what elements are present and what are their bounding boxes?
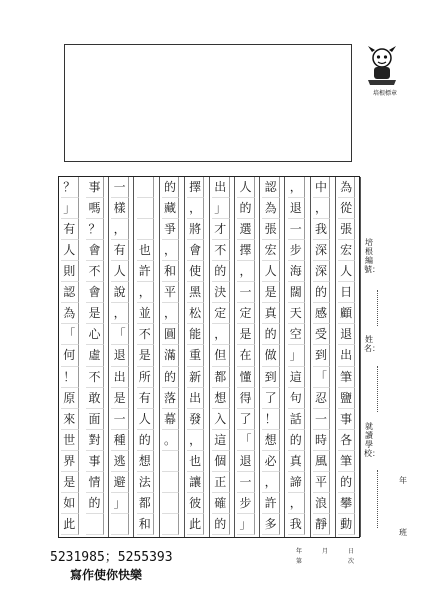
- grid-cell: 虛: [86, 345, 104, 366]
- grid-cell: [162, 472, 180, 493]
- grid-cell: 嗎: [86, 198, 104, 219]
- grid-cell: 我: [313, 219, 331, 240]
- grid-cell: 退: [338, 324, 356, 345]
- grid-cell: [111, 514, 129, 535]
- grid-cell: 此: [61, 514, 79, 535]
- grid-cell: 的: [237, 198, 255, 219]
- grid-cell: 發: [187, 409, 205, 430]
- grid-cell: 認: [61, 282, 79, 303]
- grid-cell: 的: [137, 430, 155, 451]
- grid-cell: 退: [288, 198, 306, 219]
- grid-cell: 一: [288, 219, 306, 240]
- grid-cell: 人: [111, 261, 129, 282]
- grid-cell: 攀: [338, 493, 356, 514]
- label-number: 培根編號：: [364, 238, 380, 274]
- grid-cell: 認: [262, 177, 280, 198]
- grid-cell: 新: [187, 367, 205, 388]
- grid-cell: 但: [212, 345, 230, 366]
- grid-cell: 張: [262, 219, 280, 240]
- grid-cell: 懂: [237, 367, 255, 388]
- grid-cell: 」: [111, 493, 129, 514]
- grid-cell: 真: [262, 303, 280, 324]
- grid-cell: 的: [86, 493, 104, 514]
- grid-cell: 筆: [338, 367, 356, 388]
- grid-cell: 逃: [111, 451, 129, 472]
- grid-cell: 是: [262, 282, 280, 303]
- grid-cell: 各: [338, 430, 356, 451]
- grid-cell: 不: [86, 261, 104, 282]
- grid-cell: ，: [162, 303, 180, 324]
- grid-cell: 人: [262, 261, 280, 282]
- grid-cell: 許: [137, 261, 155, 282]
- grid-cell: 人: [137, 409, 155, 430]
- grid-cell: 敢: [86, 388, 104, 409]
- grid-cell: 使: [187, 261, 205, 282]
- grid-cell: 了: [262, 388, 280, 409]
- grid-cell: 是: [237, 324, 255, 345]
- grid-cell: 一: [111, 177, 129, 198]
- grid-cell: 的: [288, 430, 306, 451]
- grid-cell: 退: [111, 345, 129, 366]
- grid-cell: ，: [111, 303, 129, 324]
- grid-cell: 才: [212, 219, 230, 240]
- grid-cell: 會: [86, 240, 104, 261]
- label-grade: 年: [399, 476, 407, 485]
- grid-cell: 中: [313, 177, 331, 198]
- grid-column: [311, 177, 336, 537]
- grid-cell: 事: [338, 409, 356, 430]
- grid-cell: ！: [61, 367, 79, 388]
- grid-cell: [137, 198, 155, 219]
- grid-cell: 的: [212, 514, 230, 535]
- grid-cell: 是: [137, 345, 155, 366]
- grid-cell: 闊: [288, 282, 306, 303]
- grid-cell: 落: [162, 388, 180, 409]
- grid-column: [59, 177, 84, 537]
- grid-cell: 宏: [338, 240, 356, 261]
- grid-column: [160, 177, 185, 537]
- grid-cell: 也: [137, 240, 155, 261]
- grid-cell: 想: [212, 388, 230, 409]
- grid-cell: ，: [137, 282, 155, 303]
- grid-cell: 是: [61, 472, 79, 493]
- grid-cell: 樣: [111, 198, 129, 219]
- grid-cell: 的: [338, 472, 356, 493]
- grid-cell: 能: [187, 324, 205, 345]
- grid-cell: 出: [187, 388, 205, 409]
- grid-cell: 決: [212, 282, 230, 303]
- label-class: 班: [399, 528, 407, 537]
- grid-cell: 張: [338, 219, 356, 240]
- grid-cell: 此: [187, 514, 205, 535]
- grid-cell: 到: [313, 345, 331, 366]
- grid-cell: 」: [212, 198, 230, 219]
- grid-cell: 不: [137, 324, 155, 345]
- grid-cell: 如: [61, 493, 79, 514]
- grid-cell: ，: [187, 430, 205, 451]
- grid-cell: 天: [288, 303, 306, 324]
- grid-cell: 人: [338, 261, 356, 282]
- grid-column: [286, 177, 311, 537]
- grid-cell: 多: [262, 514, 280, 535]
- grid-cell: 一: [111, 409, 129, 430]
- grid-cell: 想: [137, 451, 155, 472]
- grid-cell: 平: [313, 472, 331, 493]
- grid-cell: 步: [288, 240, 306, 261]
- grid-cell: 動: [338, 514, 356, 535]
- grid-cell: 則: [61, 261, 79, 282]
- grid-cell: 」: [61, 198, 79, 219]
- mascot-icon: [362, 44, 402, 86]
- grid-cell: 圓: [162, 324, 180, 345]
- grid-cell: 黑: [187, 282, 205, 303]
- grid-cell: 並: [137, 303, 155, 324]
- grid-cell: 從: [338, 198, 356, 219]
- grid-cell: 避: [111, 472, 129, 493]
- grid-cell: 不: [212, 240, 230, 261]
- grid-column: [84, 177, 109, 537]
- grid-cell: 人: [61, 240, 79, 261]
- grid-column: [210, 177, 235, 537]
- grid-cell: 這: [212, 430, 230, 451]
- grid-cell: 鹽: [338, 388, 356, 409]
- grid-cell: 為: [338, 177, 356, 198]
- title-box: [64, 44, 352, 162]
- grid-cell: 一: [237, 472, 255, 493]
- grid-cell: 許: [262, 493, 280, 514]
- grid-cell: [162, 493, 180, 514]
- grid-cell: 法: [137, 472, 155, 493]
- grid-cell: 將: [187, 219, 205, 240]
- grid-cell: [137, 219, 155, 240]
- school-field-line: [377, 470, 379, 528]
- grid-cell: 在: [237, 345, 255, 366]
- grid-cell: 得: [237, 388, 255, 409]
- grid-cell: 「: [111, 324, 129, 345]
- grid-cell: 步: [237, 493, 255, 514]
- grid-cell: 對: [86, 430, 104, 451]
- grid-cell: 爭: [162, 219, 180, 240]
- grid-cell: ，: [262, 472, 280, 493]
- grid-cell: 受: [313, 324, 331, 345]
- grid-cell: 一: [313, 409, 331, 430]
- grid-cell: 的: [313, 282, 331, 303]
- grid-cell: 是: [111, 388, 129, 409]
- grid-cell: 種: [111, 430, 129, 451]
- grid-cell: 不: [86, 367, 104, 388]
- grid-cell: ，: [187, 198, 205, 219]
- grid-cell: 必: [262, 451, 280, 472]
- grid-cell: 確: [212, 493, 230, 514]
- grid-cell: 了: [237, 409, 255, 430]
- grid-cell: 深: [313, 261, 331, 282]
- grid-cell: 「: [313, 367, 331, 388]
- grid-cell: ，: [288, 177, 306, 198]
- grid-cell: 擇: [187, 177, 205, 198]
- grid-cell: 說: [111, 282, 129, 303]
- grid-cell: 出: [111, 367, 129, 388]
- number-field-line: [377, 290, 379, 326]
- grid-cell: 句: [288, 388, 306, 409]
- grid-cell: 真: [288, 451, 306, 472]
- grid-cell: ，: [237, 261, 255, 282]
- grid-cell: 所: [137, 367, 155, 388]
- grid-cell: 顧: [338, 303, 356, 324]
- grid-column: [185, 177, 210, 537]
- grid-cell: 也: [187, 451, 205, 472]
- grid-cell: 「: [61, 324, 79, 345]
- grid-cell: 松: [187, 303, 205, 324]
- grid-cell: 諦: [288, 472, 306, 493]
- grid-cell: ！: [262, 409, 280, 430]
- grid-cell: 定: [212, 303, 230, 324]
- grid-cell: 有: [61, 219, 79, 240]
- grid-cell: 幕: [162, 409, 180, 430]
- grid-cell: 。: [162, 430, 180, 451]
- grid-cell: ？: [86, 219, 104, 240]
- grid-cell: 深: [313, 240, 331, 261]
- grid-cell: 做: [262, 345, 280, 366]
- grid-cell: 彼: [187, 493, 205, 514]
- grid-cell: [162, 514, 180, 535]
- grid-cell: 忍: [313, 388, 331, 409]
- grid-column: [109, 177, 134, 537]
- label-school: 就讀學校：: [364, 422, 380, 458]
- grid-cell: 為: [262, 198, 280, 219]
- grid-cell: 事: [86, 177, 104, 198]
- grid-cell: 海: [288, 261, 306, 282]
- grid-cell: [86, 514, 104, 535]
- grid-cell: 」: [237, 514, 255, 535]
- grid-cell: 靜: [313, 514, 331, 535]
- grid-column: [260, 177, 285, 537]
- grid-cell: 有: [137, 388, 155, 409]
- grid-cell: 和: [162, 261, 180, 282]
- grid-cell: 人: [237, 177, 255, 198]
- grid-cell: 情: [86, 472, 104, 493]
- grid-cell: 個: [212, 451, 230, 472]
- grid-cell: 的: [162, 177, 180, 198]
- grid-cell: 筆: [338, 451, 356, 472]
- grid-cell: [162, 451, 180, 472]
- label-name: 姓名：: [364, 335, 380, 353]
- grid-cell: 日: [338, 282, 356, 303]
- grid-cell: 一: [237, 282, 255, 303]
- footer-day: 日: [348, 548, 355, 555]
- grid-cell: 讓: [187, 472, 205, 493]
- grid-cell: 入: [212, 409, 230, 430]
- grid-cell: 浪: [313, 493, 331, 514]
- grid-cell: 是: [86, 303, 104, 324]
- slogan: 寫作使你快樂: [70, 568, 143, 582]
- grid-column: [235, 177, 260, 537]
- grid-cell: [137, 177, 155, 198]
- footer-year: 年: [296, 548, 303, 555]
- grid-cell: 世: [61, 430, 79, 451]
- grid-cell: 面: [86, 409, 104, 430]
- grid-cell: 風: [313, 451, 331, 472]
- grid-cell: 想: [262, 430, 280, 451]
- stamp-codes: 5231985；5255393: [50, 550, 173, 565]
- grid-cell: 都: [137, 493, 155, 514]
- grid-cell: 出: [338, 345, 356, 366]
- grid-cell: 的: [212, 261, 230, 282]
- grid-cell: 為: [61, 303, 79, 324]
- grid-cell: 藏: [162, 198, 180, 219]
- grid-column: [135, 177, 160, 537]
- grid-cell: 原: [61, 388, 79, 409]
- grid-cell: 話: [288, 409, 306, 430]
- name-field-line: [377, 366, 379, 412]
- grid-cell: 我: [288, 514, 306, 535]
- grid-cell: 空: [288, 324, 306, 345]
- grid-cell: 滿: [162, 345, 180, 366]
- grid-cell: 定: [237, 303, 255, 324]
- grid-cell: ，: [212, 324, 230, 345]
- grid-column: [336, 177, 361, 537]
- grid-cell: 到: [262, 367, 280, 388]
- grid-cell: 界: [61, 451, 79, 472]
- grid-cell: 擇: [237, 240, 255, 261]
- grid-cell: 平: [162, 282, 180, 303]
- grid-cell: 的: [262, 324, 280, 345]
- grid-cell: 都: [212, 367, 230, 388]
- grid-cell: 的: [162, 367, 180, 388]
- grid-cell: 「: [237, 430, 255, 451]
- grid-cell: ，: [162, 240, 180, 261]
- grid-cell: 選: [237, 219, 255, 240]
- grid-cell: 這: [288, 367, 306, 388]
- footer-order: 第: [296, 558, 303, 565]
- grid-cell: 」: [288, 345, 306, 366]
- grid-cell: 重: [187, 345, 205, 366]
- grid-cell: ，: [111, 219, 129, 240]
- grid-cell: 會: [86, 282, 104, 303]
- grid-cell: 來: [61, 409, 79, 430]
- grid-cell: 和: [137, 514, 155, 535]
- footer-times: 次: [348, 558, 355, 565]
- composition-grid: [58, 176, 360, 538]
- footer-month: 月: [322, 548, 329, 555]
- grid-cell: 會: [187, 240, 205, 261]
- grid-cell: ，: [313, 198, 331, 219]
- grid-cell: 宏: [262, 240, 280, 261]
- grid-cell: 時: [313, 430, 331, 451]
- grid-cell: 心: [86, 324, 104, 345]
- grid-cell: 有: [111, 240, 129, 261]
- grid-cell: 事: [86, 451, 104, 472]
- grid-cell: 感: [313, 303, 331, 324]
- grid-cell: ？: [61, 177, 79, 198]
- grid-cell: 出: [212, 177, 230, 198]
- mascot-label: 培根標章: [372, 90, 397, 97]
- grid-cell: ，: [288, 493, 306, 514]
- grid-cell: 何: [61, 345, 79, 366]
- grid-cell: 退: [237, 451, 255, 472]
- grid-cell: 正: [212, 472, 230, 493]
